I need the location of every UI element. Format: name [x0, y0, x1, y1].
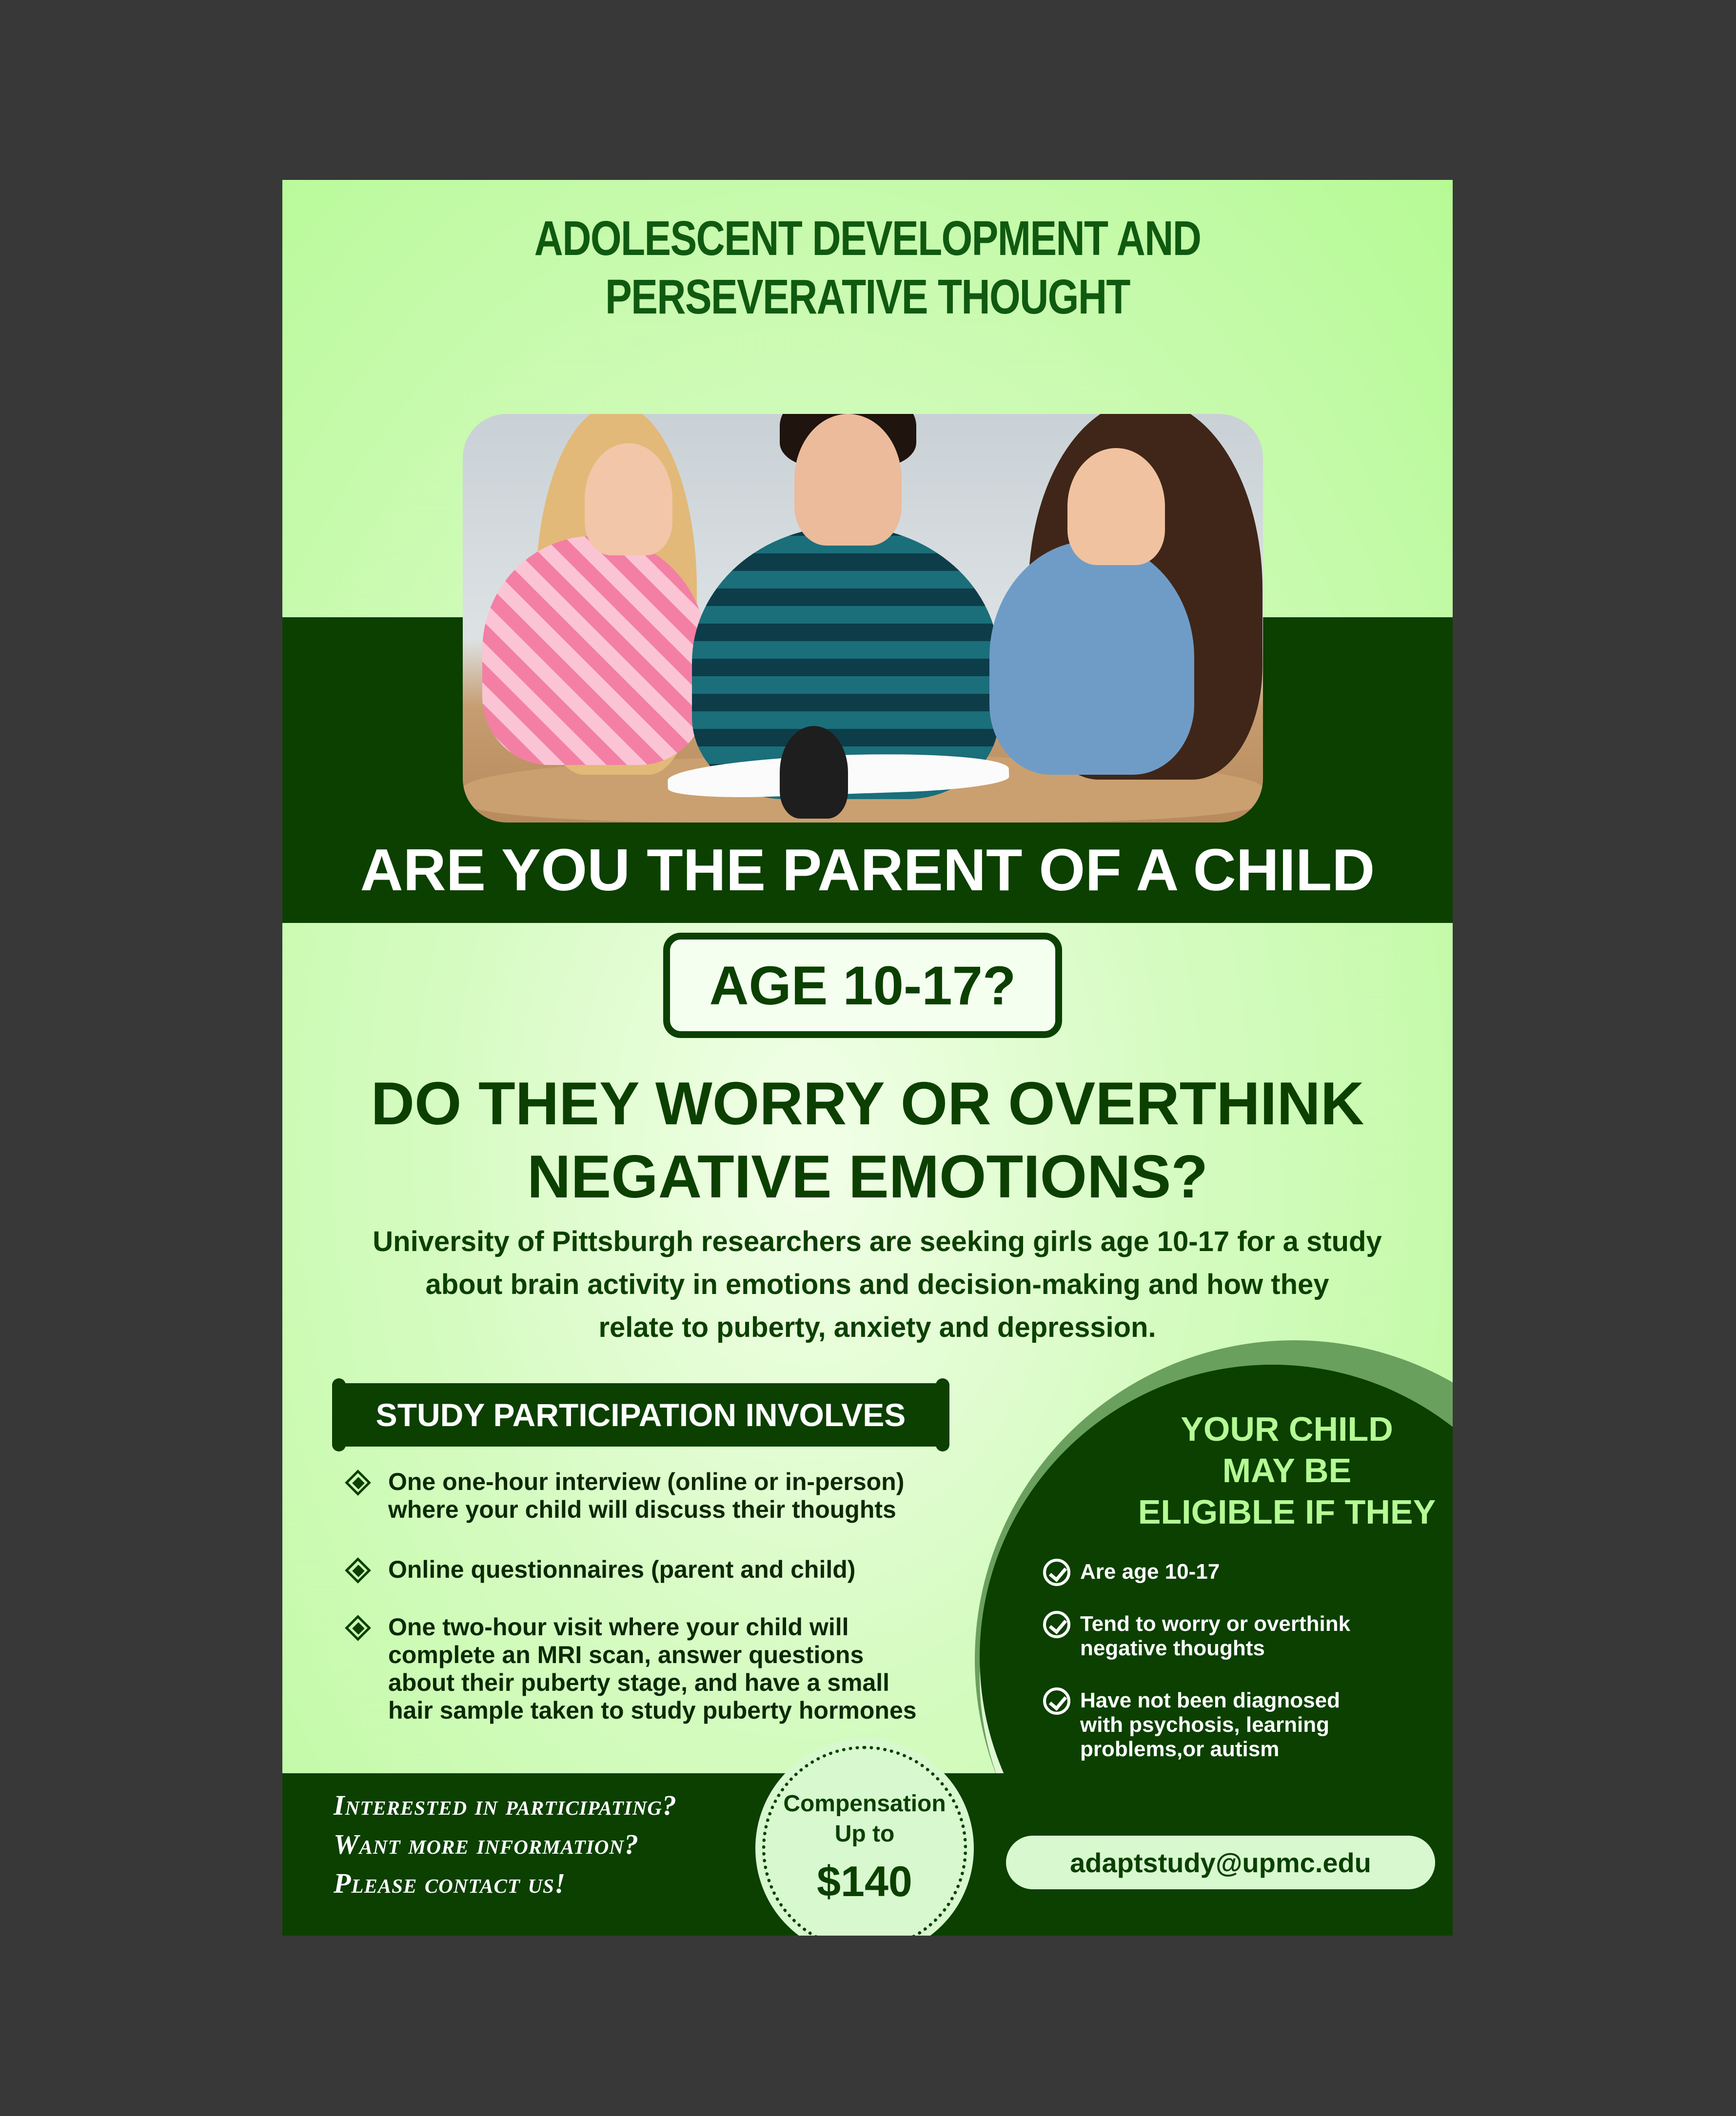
check-circle-icon [1043, 1559, 1070, 1586]
worry-question: DO THEY WORRY OR OVERTHINK NEGATIVE EMOTIONS? [371, 1070, 1364, 1211]
diamond-icon [343, 1556, 374, 1586]
photo-pencil-cup [780, 726, 848, 819]
check-circle-icon [1043, 1611, 1070, 1638]
eligibility-heading: YOUR CHILD MAY BE ELIGIBLE IF THEY [1138, 1410, 1436, 1531]
study-description: University of Pittsburgh researchers are seeking girls age 10-17 for a study about brain activity in emotions and decision-making and how they relate to puberty, anxiety and depression. [373, 1226, 1382, 1343]
age-range-box [663, 933, 1062, 1038]
study-title: ADOLESCENT DEVELOPMENT AND PERSEVERATIVE THOUGHT [534, 211, 1201, 324]
contact-line-3: Please contact us! [334, 1867, 566, 1899]
compensation-amount: $140 [817, 1857, 912, 1905]
flyer [282, 180, 1453, 1936]
photo-boy-face [794, 414, 902, 546]
diamond-icon [343, 1468, 374, 1498]
photo-girl-right-face [1067, 448, 1165, 565]
photo-girl-left [482, 536, 707, 765]
participation-item: One two-hour visit where your child will complete an MRI scan, answer questions about their puberty stage, and have a small hair sample taken to study puberty hormones [343, 1613, 928, 1724]
diamond-icon [343, 1613, 374, 1644]
compensation-label: Compensation Up to [783, 1791, 946, 1847]
participation-heading: STUDY PARTICIPATION INVOLVES [336, 1383, 946, 1447]
photo-girl-left-face [585, 443, 672, 555]
participation-item: One one-hour interview (online or in-person) where your child will discuss their thoughts [343, 1468, 928, 1524]
eligibility-item: Are age 10-17 [1043, 1560, 1394, 1586]
contact-email[interactable]: adaptstudy@upmc.edu [1006, 1836, 1435, 1889]
age-range-text: AGE 10-17? [709, 955, 1016, 1016]
check-circle-icon [1043, 1687, 1070, 1715]
children-drawing-photo [463, 414, 1263, 823]
contact-line-2: Want more information? [334, 1828, 639, 1860]
photo-girl-right [989, 541, 1194, 775]
eligibility-item: Have not been diagnosed with psychosis, learning problems,or autism [1043, 1688, 1394, 1762]
parent-question: ARE YOU THE PARENT OF A CHILD [360, 837, 1375, 903]
contact-line-1: Interested in participating? [334, 1789, 677, 1821]
participation-item: Online questionnaires (parent and child) [343, 1556, 928, 1586]
eligibility-item: Tend to worry or overthink negative thoughts [1043, 1612, 1394, 1661]
